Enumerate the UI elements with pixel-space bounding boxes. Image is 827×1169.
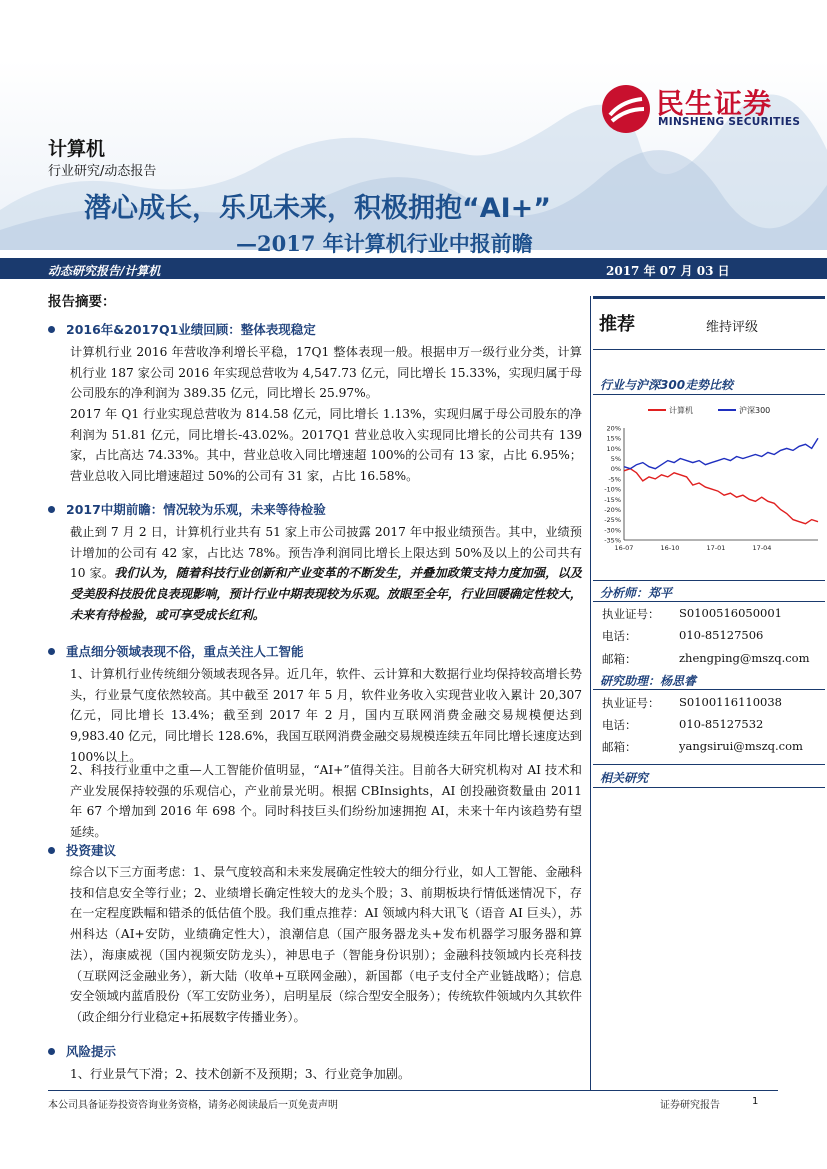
bullet-icon [48,847,55,854]
report-type: 动态研究报告/计算机 [48,264,161,278]
x-tick-label: 16-07 [614,544,634,552]
phone-label: 电话： [602,629,637,643]
y-tick-label: 10% [606,444,621,453]
section-paragraph: 2017 年 Q1 行业实现总营收为 814.58 亿元，同比增长 1.13%，实现归属于母公司股东的净利润为 51.81 亿元，同比增长-43.02%。2017Q1 营业总收入实现同比增长的公司共有 139 家，占比高达 74.33%。其中，营业总收入同比增速超 100%的公司有 13 家，占比 6.95%；营业总收入同比增速超过 50%的公司有 31 家，占比 16.58%。 [70,407,582,484]
y-tick-label: 20% [606,424,621,433]
y-tick-label: 15% [606,434,621,443]
section-heading: 2016年&2017Q1业绩回顾：整体表现稳定 [48,320,316,338]
footer-disclaimer: 本公司具备证券投资咨询业务资格，请务必阅读最后一页免责声明 [48,1100,338,1111]
report-date: 2017 年 07 月 03 日 [606,264,730,278]
bullet-icon [48,506,55,513]
footer-rule [48,1090,778,1091]
assistant-heading: 研究助理：杨思睿 [600,674,697,688]
y-tick-label: -35% [604,536,621,545]
analyst-cert: S0100516050001 [679,606,782,620]
y-tick-label: 5% [610,455,621,464]
report-category: 行业研究/动态报告 [48,164,157,179]
related-research-heading: 相关研究 [600,771,649,785]
cert-label: 执业证号： [602,607,660,621]
y-tick-label: -20% [604,505,621,514]
logo-text-cn: 民生证券 [656,87,773,120]
section-heading: 投资建议 [48,841,116,859]
phone-label: 电话： [602,718,637,732]
column-divider [590,296,591,1091]
page-subtitle: —2017 年计算机行业中报前瞻 [236,231,533,256]
divider [593,764,825,765]
divider [593,787,825,788]
section-heading: 风险提示 [48,1042,116,1060]
email-label: 邮箱： [602,652,637,666]
section-heading: 重点细分领域表现不俗，重点关注人工智能 [48,642,304,660]
x-tick-label: 17-04 [752,544,772,552]
chart-title: 行业与沪深300走势比较 [600,378,734,392]
y-tick-label: -10% [604,485,621,494]
section-paragraph: 综合以下三方面考虑：1、景气度较高和未来发展确定性较大的细分行业，如人工智能、金融科技和信息安全等行业；2、业绩增长确定性较大的龙头个股；3、前期板块行情低迷情况下，存在一定程度跌幅和错杀的低估值个股。我们重点推荐：AI 领域内科大讯飞（语音 AI 巨头），苏州科达（AI+安防，业绩确定性大），浪潮信息（国产服务器龙头+发布机器学习服务器和算法），海康威视（国内视频安防龙头），神思电子（智能身份识别）；金融科技领域内长亮科技（互联网泛金融业务），新大陆（收单+互联网金融），新国都（电子支付全产业链战略）；信息安全领域内蓝盾股份（军工安防业务），启明星辰（综合型安全服务）；传统软件领域内久其软件（政企细分行业稳定+拓展数字传播业务）。 [70,865,582,1024]
analyst-email[interactable]: zhengping@mszq.com [679,651,810,665]
industry-label: 计算机 [48,138,106,160]
section-paragraph: 1、行业景气下滑；2、技术创新不及预期；3、行业竞争加剧。 [70,1067,411,1081]
x-tick-label: 16-10 [660,544,680,552]
logo-text-en: MINSHENG SECURITIES [658,116,801,128]
x-tick-label: 17-01 [706,544,726,552]
section-paragraph: 1、计算机行业传统细分领域表现各异。近几年，软件、云计算和大数据行业均保持较高增长势头，行业景气度依然较高。其中截至 2017 年 5 月，软件业务收入实现营业收入累计 20,307 亿元，同比增长 13.4%；截至到 2017 年 2 月，国内互联网消费金融交易规模便达到 9,983.40 亿元，同比增长 128.6%，我国互联网消费金融交易规模连续五年同比增长速度达到 100%以上。 [70,667,582,764]
summary-label: 报告摘要： [48,294,116,310]
footer-label: 证券研究报告 [660,1100,720,1111]
divider [593,689,825,690]
y-tick-label: -25% [604,516,621,525]
section-paragraph: 计算机行业 2016 年营收净利增长平稳，17Q1 整体表现一般。根据申万一级行业分类，计算机行业 187 家公司 2016 年实现总营收为 4,547.73 亿元，同比增长 15.33%，实现归属于母公司股东的净利润为 389.35 亿元，同比增长 25.97%。 [70,345,582,401]
y-tick-label: -30% [604,526,621,535]
analyst-heading: 分析师：郑平 [600,586,673,600]
series-line-hs300 [624,438,818,469]
assistant-email[interactable]: yangsirui@mszq.com [679,739,803,753]
page-title: 潜心成长，乐见未来，积极拥抱“AI+” [84,193,552,224]
assistant-phone: 010-85127532 [679,717,764,731]
assistant-cert: S0100116110038 [679,695,782,709]
rating-label: 维持评级 [706,320,759,335]
divider [593,580,825,581]
logo-icon [602,85,650,133]
bold-conclusion: 我们认为，随着科技行业创新和产业变革的不断发生，并叠加政策支持力度加强，以及受美股科技股优良表现影响，预计行业中期表现较为乐观。放眼至全年，行业回暖确定性较大，未来有待检验，或可享受成长红利。 [70,566,582,622]
y-tick-label: -5% [608,475,621,484]
legend-label: 计算机 [669,406,693,415]
bullet-icon [48,648,55,655]
page-number: 1 [752,1096,759,1107]
legend-label: 沪深300 [739,406,771,415]
cert-label: 执业证号： [602,696,660,710]
bullet-icon [48,326,55,333]
y-tick-label: -15% [604,495,621,504]
bullet-icon [48,1048,55,1055]
section-heading: 2017中期前瞻：情况较为乐观，未来等待检验 [48,500,326,518]
divider [593,394,825,395]
section-paragraph: 2、科技行业重中之重—人工智能价值明显，“AI+”值得关注。目前各大研究机构对 AI 技术和产业发展保持较强的乐观信心，产业前景光明。根据 CBInsights，AI 创投融资数量由 2011 年 67 个增加到 2016 年 698 个。同时科技巨头们纷纷加速拥抱 AI，未来十年内该趋势有望延续。 [70,763,582,840]
series-line-computer [624,469,818,524]
analyst-phone: 010-85127506 [679,628,764,642]
trend-chart [598,398,824,560]
recommend-label: 推荐 [599,314,635,335]
y-tick-label: 0% [610,465,621,474]
section-paragraph: 截止到 7 月 2 日，计算机行业共有 51 家上市公司披露 2017 年中报业绩预告。其中，业绩预计增加的公司有 42 家，占比达 78%。预告净利润同比增长上限达到 50%及以上的公司共有 10 家。我们认为，随着科技行业创新和产业变革的不断发生，并叠加政策支持力度加强，以及受美股科技股优良表现影响，预计行业中期表现较为乐观。放眼至全年，行业回暖确定性较大，未来有待检验，或可享受成长红利。 [70,525,582,622]
divider [593,601,825,602]
email-label: 邮箱： [602,740,637,754]
